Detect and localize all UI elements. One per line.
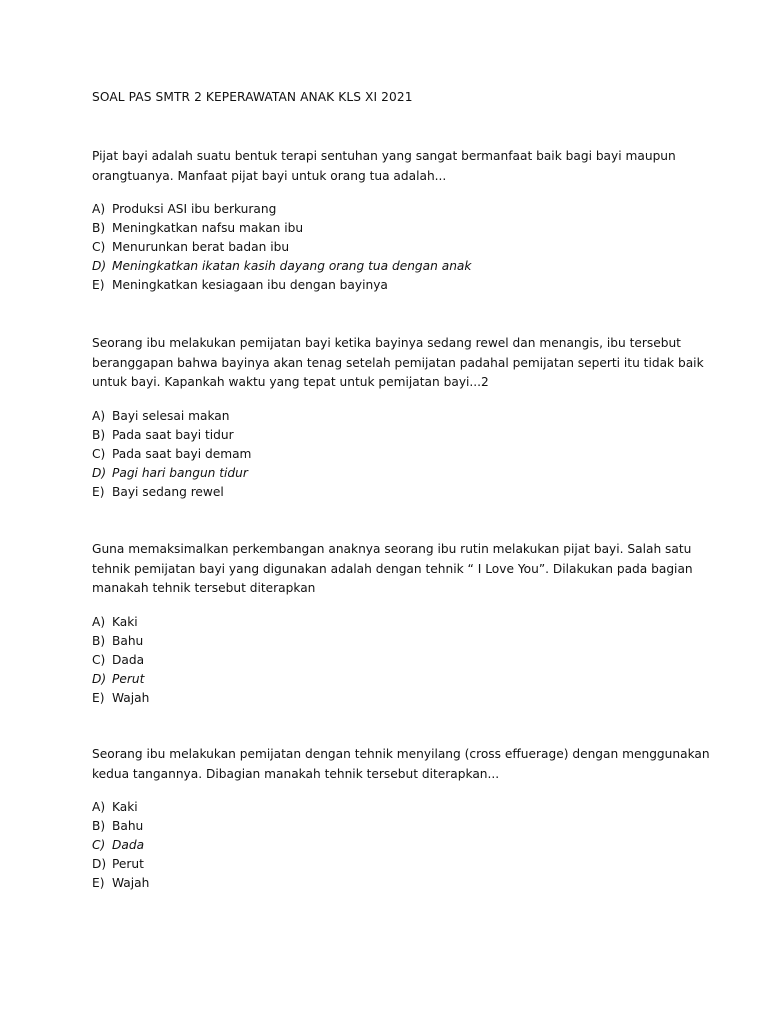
question-1	[92, 147, 692, 295]
option-d-answer	[92, 257, 692, 276]
option-text: Meningkatkan nafsu makan ibu	[112, 221, 304, 235]
option-text: Produksi ASI ibu berkurang	[112, 202, 277, 216]
option-letter: B)	[92, 427, 106, 442]
option-text: Bahu	[112, 819, 144, 833]
option-letter: C)	[92, 838, 106, 852]
question-line: beranggapan bahwa bayinya akan tenag setelah pemijatan padahal pemijatan seperti itu tidak baik	[92, 355, 704, 370]
option-letter: E)	[92, 876, 105, 890]
question-line: untuk bayi. Kapankah waktu yang tepat untuk pemijatan bayi...2	[92, 375, 489, 389]
option-letter: B)	[92, 633, 106, 648]
option-a	[92, 798, 692, 817]
question-line: Guna memaksimalkan perkembangan anaknya seorang ibu rutin melakukan pijat bayi. Salah satu	[92, 542, 692, 556]
option-letter: D)	[92, 465, 107, 480]
document-title: SOAL PAS SMTR 2 KEPERAWATAN ANAK KLS XI 2021	[92, 90, 413, 104]
question-line: tehnik pemijatan bayi yang digunakan adalah dengan tehnik “ I Love You”. Dilakukan pada bagian	[92, 561, 693, 576]
option-c	[92, 238, 692, 257]
option-d-answer	[92, 464, 692, 483]
option-letter: D)	[92, 259, 107, 273]
option-list	[92, 407, 692, 502]
option-text: Wajah	[112, 876, 150, 890]
option-a	[92, 200, 692, 219]
option-letter: C)	[92, 240, 106, 254]
option-letter: A)	[92, 202, 106, 216]
option-letter: D)	[92, 857, 107, 871]
question-line: Seorang ibu melakukan pemijatan dengan tehnik menyilang (cross effuerage) dengan menggunakan	[92, 747, 710, 761]
option-text: Pada saat bayi demam	[112, 446, 252, 461]
option-letter: C)	[92, 446, 106, 461]
option-e	[92, 276, 692, 295]
option-d	[92, 855, 692, 874]
option-letter: B)	[92, 819, 106, 833]
option-letter: A)	[92, 408, 106, 423]
option-d-answer	[92, 670, 692, 689]
option-letter: E)	[92, 690, 105, 705]
option-a	[92, 613, 692, 632]
option-text: Bayi selesai makan	[112, 408, 230, 423]
question-4	[92, 745, 710, 893]
option-b	[92, 817, 692, 836]
option-letter: A)	[92, 614, 106, 629]
option-letter: A)	[92, 800, 106, 814]
option-b	[92, 632, 692, 651]
question-2	[92, 334, 704, 502]
question-text	[92, 334, 704, 393]
question-3	[92, 540, 692, 708]
question-line: manakah tehnik tersebut diterapkan	[92, 581, 316, 595]
option-text: Perut	[112, 671, 145, 686]
question-text	[92, 147, 692, 186]
question-text	[92, 745, 710, 784]
option-text: Pagi hari bangun tidur	[112, 465, 248, 480]
option-text: Bahu	[112, 633, 144, 648]
option-letter: B)	[92, 221, 106, 235]
option-c-answer	[92, 836, 692, 855]
question-line: orangtuanya. Manfaat pijat bayi untuk orang tua adalah...	[92, 168, 447, 183]
option-text: Meningkatkan kesiagaan ibu dengan bayinya	[112, 278, 388, 292]
option-b	[92, 426, 692, 445]
option-list	[92, 613, 692, 708]
option-letter: E)	[92, 278, 105, 292]
option-text: Kaki	[112, 800, 138, 814]
option-b	[92, 219, 692, 238]
option-letter: C)	[92, 652, 106, 667]
option-c	[92, 651, 692, 670]
option-e	[92, 483, 692, 502]
option-text: Pada saat bayi tidur	[112, 427, 234, 442]
option-text: Dada	[112, 838, 145, 852]
option-text: Bayi sedang rewel	[112, 484, 224, 499]
option-text: Meningkatkan ikatan kasih dayang orang tua dengan anak	[112, 259, 472, 273]
option-list	[92, 200, 692, 295]
question-line: kedua tangannya. Dibagian manakah tehnik tersebut diterapkan...	[92, 766, 500, 781]
option-a	[92, 407, 692, 426]
option-c	[92, 445, 692, 464]
option-letter: E)	[92, 484, 105, 499]
question-line: Pijat bayi adalah suatu bentuk terapi sentuhan yang sangat bermanfaat baik bagi bayi maupun	[92, 149, 676, 163]
option-text: Menurunkan berat badan ibu	[112, 240, 290, 254]
option-e	[92, 689, 692, 708]
option-text: Kaki	[112, 614, 138, 629]
option-e	[92, 874, 692, 893]
question-line: Seorang ibu melakukan pemijatan bayi ketika bayinya sedang rewel dan menangis, ibu tersebut	[92, 336, 681, 350]
question-text	[92, 540, 692, 599]
option-list	[92, 798, 692, 893]
option-text: Wajah	[112, 690, 150, 705]
option-letter: D)	[92, 671, 107, 686]
option-text: Perut	[112, 857, 144, 871]
option-text: Dada	[112, 652, 145, 667]
